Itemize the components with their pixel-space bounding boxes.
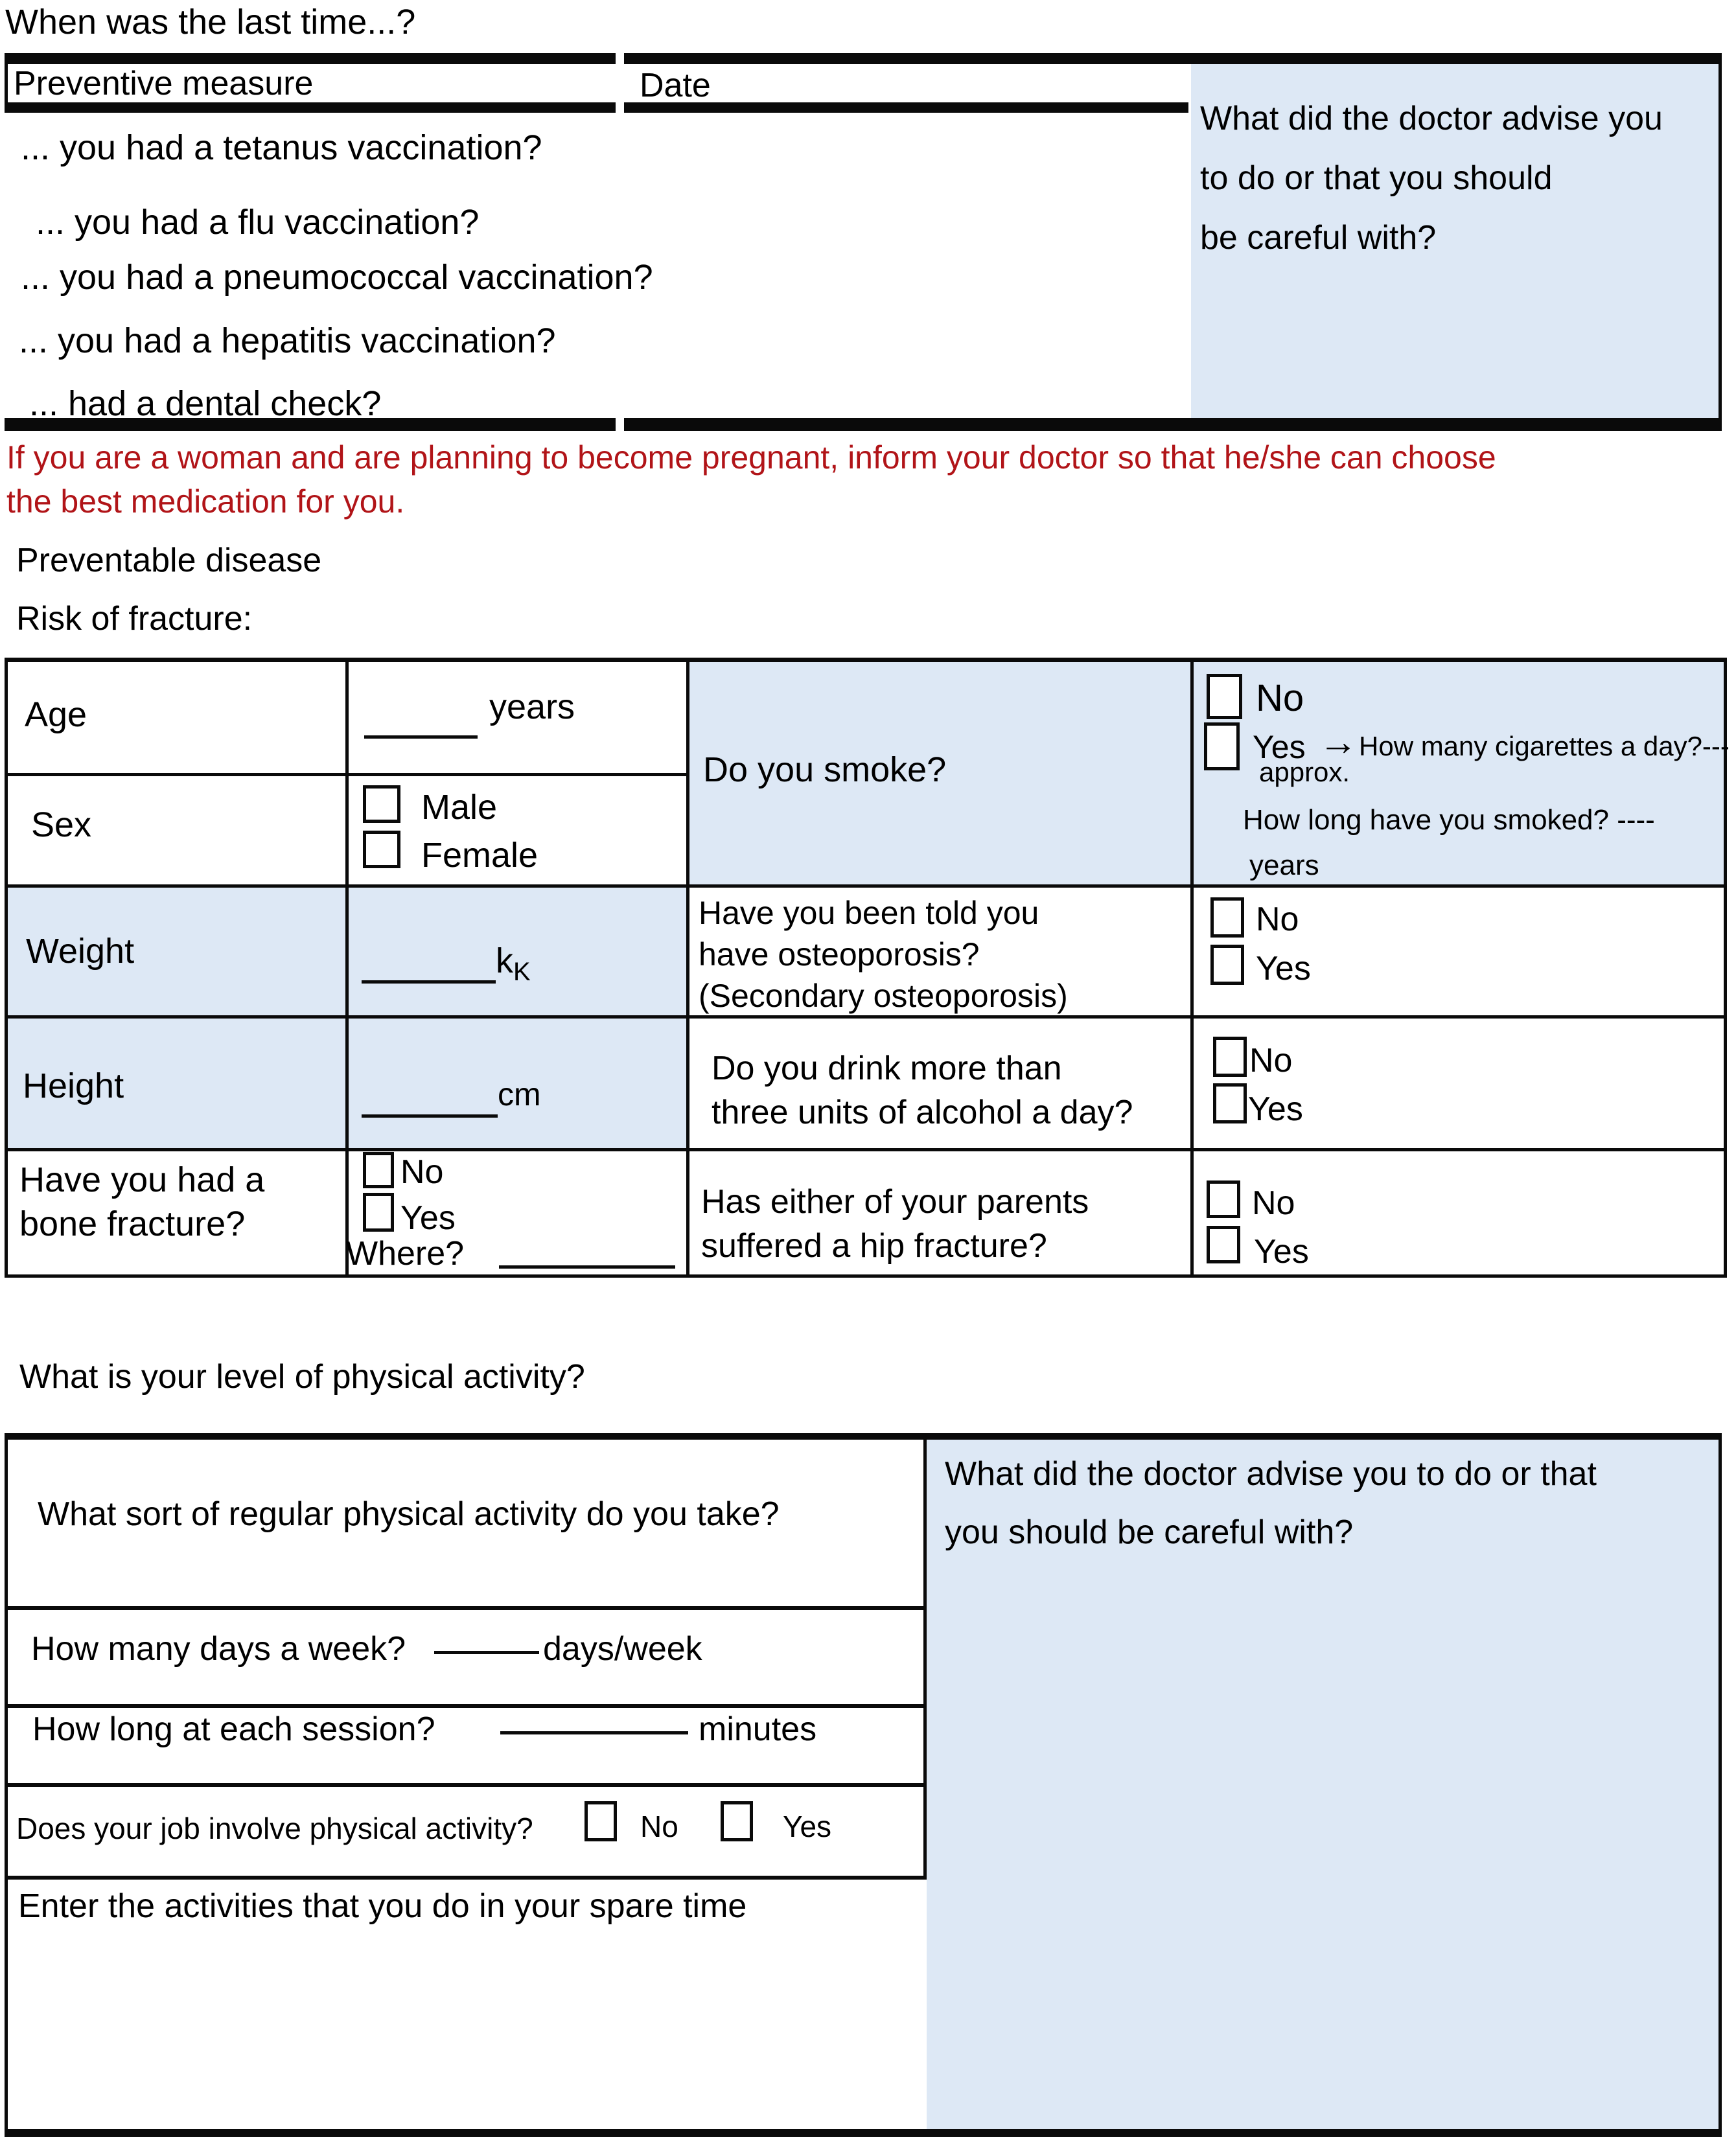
- row-tetanus-vaccination: ... you had a tetanus vaccination?: [21, 128, 542, 167]
- divider: [5, 1606, 927, 1610]
- male-checkbox[interactable]: [363, 785, 400, 823]
- parents-no-checkbox[interactable]: [1207, 1180, 1240, 1218]
- osteoporosis-question: Have you been told you have osteoporosis? (Secondary osteoporosis): [699, 895, 1068, 1014]
- job-yes-label: Yes: [783, 1810, 832, 1843]
- divider: [5, 1148, 1727, 1151]
- smoke-duration-question: How long have you smoked? ----: [1243, 804, 1655, 836]
- activity-heading: What is your level of physical activity?: [19, 1358, 585, 1396]
- arrow-right-icon: →: [1319, 720, 1358, 763]
- job-activity-question: Does your job involve physical activity?: [16, 1812, 533, 1845]
- divider: [5, 884, 1727, 888]
- divider: [5, 658, 8, 1278]
- job-no-checkbox[interactable]: [584, 1801, 617, 1841]
- alcohol-no-checkbox[interactable]: [1213, 1037, 1247, 1077]
- bone-yes-checkbox[interactable]: [363, 1193, 394, 1232]
- alcohol-yes-label: Yes: [1248, 1090, 1303, 1128]
- height-label: Height: [23, 1066, 124, 1105]
- session-length-question: How long at each session?: [32, 1710, 435, 1748]
- days-per-week-unit: days/week: [543, 1630, 702, 1668]
- activity-table: [5, 1433, 1722, 2137]
- weight-blank-field[interactable]: [362, 980, 496, 984]
- alcohol-question: Do you drink more than three units of alcohol a day?: [712, 1050, 1133, 1131]
- preventive-table: [5, 53, 1722, 431]
- smoke-no-checkbox[interactable]: [1207, 674, 1242, 719]
- days-per-week-question: How many days a week?: [31, 1630, 406, 1668]
- divider: [5, 53, 616, 64]
- smoke-question: Do you smoke?: [703, 750, 947, 789]
- activity-advice-text: What did the doctor advise you to do or that you should be careful with?: [945, 1455, 1597, 1551]
- divider: [5, 773, 686, 776]
- job-no-label: No: [640, 1810, 678, 1843]
- divider: [1719, 1433, 1722, 2137]
- divider: [5, 1783, 927, 1787]
- male-label: Male: [421, 788, 498, 827]
- divider: [1719, 53, 1722, 431]
- smoke-duration-unit: years: [1249, 849, 1319, 881]
- row-flu-vaccination: ... you had a flu vaccination?: [36, 203, 480, 242]
- divider: [624, 53, 1722, 64]
- divider: [5, 64, 8, 113]
- parents-yes-checkbox[interactable]: [1207, 1226, 1240, 1263]
- divider: [5, 1433, 1722, 1440]
- divider: [624, 418, 1722, 431]
- column-header-preventive-measure: Preventive measure: [14, 65, 314, 102]
- row-pneumococcal-vaccination: ... you had a pneumococcal vaccination?: [21, 258, 653, 297]
- female-label: Female: [421, 836, 538, 875]
- divider: [345, 658, 349, 1274]
- row-dental-check: ... had a dental check?: [29, 384, 382, 423]
- session-length-unit: minutes: [699, 1710, 817, 1748]
- risk-of-fracture-label: Risk of fracture:: [16, 600, 253, 638]
- osteo-no-label: No: [1256, 901, 1299, 938]
- doctor-advice-text: What did the doctor advise you to do or that you should be careful with?: [1200, 100, 1663, 257]
- days-blank-line[interactable]: [434, 1651, 539, 1654]
- activity-sort-question: What sort of regular physical activity do you take?: [38, 1495, 780, 1533]
- age-label: Age: [25, 695, 87, 734]
- age-blank-field[interactable]: [364, 735, 478, 739]
- approx-label: approx.: [1259, 757, 1350, 787]
- bone-no-label: No: [400, 1153, 444, 1191]
- height-unit-label: cm: [498, 1076, 541, 1112]
- height-blank-field[interactable]: [362, 1114, 498, 1118]
- divider: [5, 2129, 1722, 2137]
- divider: [5, 102, 616, 113]
- osteo-yes-label: Yes: [1256, 950, 1311, 987]
- preventable-disease-label: Preventable disease: [16, 542, 322, 579]
- session-blank-line[interactable]: [500, 1731, 688, 1734]
- pregnancy-warning: If you are a woman and are planning to become pregnant, inform your doctor so that he/she can choose the best medication for you.: [6, 439, 1496, 520]
- divider: [5, 1274, 1727, 1278]
- job-yes-checkbox[interactable]: [721, 1801, 753, 1841]
- bone-no-checkbox[interactable]: [363, 1152, 394, 1188]
- page-title: When was the last time...?: [5, 3, 416, 41]
- parents-yes-label: Yes: [1254, 1233, 1309, 1271]
- divider: [1190, 658, 1194, 1274]
- smoke-no-label: No: [1256, 677, 1304, 719]
- bone-fracture-question: Have you had a bone fracture?: [19, 1160, 265, 1243]
- sex-label: Sex: [31, 805, 92, 844]
- weight-label: Weight: [26, 932, 135, 971]
- alcohol-yes-checkbox[interactable]: [1213, 1083, 1247, 1123]
- osteo-no-checkbox[interactable]: [1210, 897, 1244, 938]
- divider: [5, 658, 1727, 662]
- column-header-date: Date: [640, 67, 711, 104]
- row-hepatitis-vaccination: ... you had a hepatitis vaccination?: [19, 321, 556, 360]
- female-checkbox[interactable]: [363, 831, 400, 868]
- divider: [923, 1433, 927, 1879]
- divider: [686, 658, 689, 1274]
- where-label: Where?: [346, 1235, 465, 1273]
- smoke-yes-checkbox[interactable]: [1204, 722, 1240, 770]
- fracture-risk-table: [5, 658, 1730, 1278]
- osteo-yes-checkbox[interactable]: [1210, 945, 1244, 985]
- parents-hip-question: Has either of your parents suffered a hip fracture?: [701, 1183, 1089, 1265]
- parents-no-label: No: [1252, 1184, 1295, 1222]
- weight-unit-label: kK: [496, 941, 531, 986]
- bone-yes-label: Yes: [400, 1199, 456, 1237]
- divider: [5, 1704, 927, 1708]
- divider: [5, 1876, 927, 1880]
- spare-time-question: Enter the activities that you do in your spare time: [18, 1887, 747, 1925]
- alcohol-no-label: No: [1249, 1042, 1293, 1079]
- where-blank-field[interactable]: [499, 1265, 675, 1269]
- age-unit-label: years: [489, 687, 575, 726]
- smoke-yes-label: Yes: [1253, 729, 1306, 765]
- cigarettes-question: How many cigarettes a day?---: [1359, 731, 1730, 761]
